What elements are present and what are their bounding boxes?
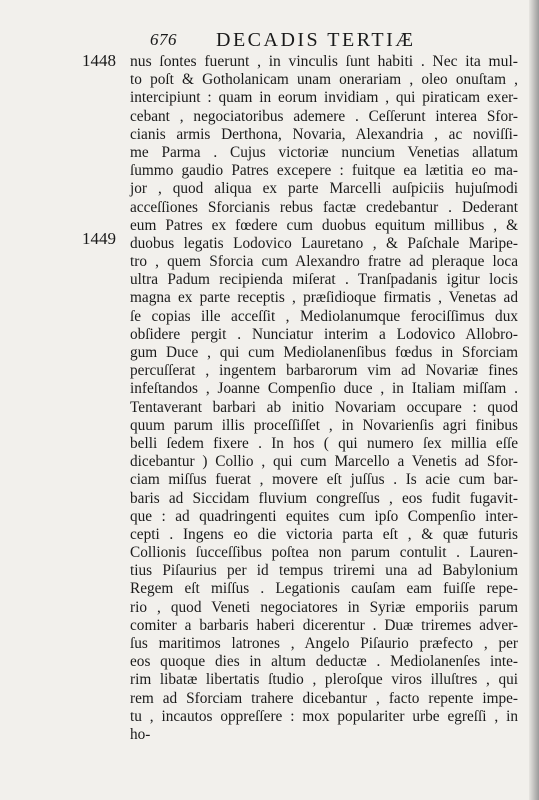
text-line: acceſſiones Sforcianis rebus factæ credebantur . Dederant <box>130 198 518 216</box>
text-line: quum parum illis proceſſiſſet , in Novarienſis agri finibus <box>130 416 518 434</box>
page-edge-shadow <box>529 0 539 800</box>
running-title: DECADIS TERTIÆ <box>216 29 416 51</box>
text-line: ciam miſſus fuerat , movere eſt juſſus . Is acie cum bar- <box>130 471 518 489</box>
text-line: ſummo gaudio Patres excepere : fuitque ea lætitia eo ma- <box>130 162 518 180</box>
text-line: percuſſerat , ingentem barbarorum vim ad Novariæ fines <box>130 362 518 380</box>
text-line: rio , quod Veneti negociatores in Syriæ emporiis parum <box>130 598 518 616</box>
text-line: cianis armis Derthona, Novaria, Alexandria , ac noviſſi- <box>130 125 518 143</box>
text-line: tius Piſaurius per id tempus triremi una ad Babylonium <box>130 562 518 580</box>
text-line: Tentaverant barbari ab initio Novariam occupare : quod <box>130 398 518 416</box>
text-line: rem ad Sforciam trahere dicebantur , facto repente impe- <box>130 689 518 707</box>
text-line: intercipiunt : quam in eorum invidiam , qui piraticam exer- <box>130 89 518 107</box>
text-line: belli ſedem fixere . In hos ( qui numero ſex millia eſſe <box>130 434 518 452</box>
text-line: que : ad quadringenti equites cum ipſo Compenſio inter- <box>130 507 518 525</box>
text-line: baris ad Siccidam fluvium congreſſus , eos fudit fugavit- <box>130 489 518 507</box>
page-number: 676 <box>150 30 177 49</box>
text-line: gum Duce , qui cum Mediolanenſibus fœdus in Sforciam <box>130 344 518 361</box>
text-line: dicebantur ) Collio , qui cum Marcello a Venetis ad Sfor- <box>130 453 518 471</box>
text-line: tu , incautos oppreſſere : mox populariter urbe egreſſi , in <box>130 707 518 725</box>
text-line: me Parma . Cujus victoriæ nuncium Venetias allatum <box>130 143 518 161</box>
text-line: rim libatæ libertatis ſtudio , pleroſque viros illuſtres , qui <box>130 671 518 689</box>
text-line: tro , quem Sforcia cum Alexandro fratre ad pleraque loca <box>130 253 518 271</box>
text-line: eos quoque dies in altum deductæ . Mediolanenſes inte- <box>130 653 518 671</box>
text-line: Regem eſt miſſus . Legationis cauſam eam fuiſſe repe- <box>130 580 518 598</box>
text-line: nus ſontes fuerunt , in vinculis ſunt habiti . Nec ita mul- <box>130 53 518 70</box>
text-line: infeſtandos , Joanne Compenſio duce , in Italiam miſſam . <box>130 380 518 398</box>
text-line: duobus legatis Lodovico Lauretano , & Paſchale Maripe- <box>130 234 518 252</box>
text-line: cepti . Ingens eo die victoria parta eſt , & quæ futuris <box>130 525 518 543</box>
text-line: obſidere pergit . Nunciatur interim a Lodovico Allobro- <box>130 325 518 343</box>
page-header <box>150 30 510 54</box>
text-line: eum Patres ex fœdere cum duobus equitum millibus , & <box>130 216 518 234</box>
body-text <box>130 53 520 744</box>
text-line: ultra Padum recipienda miſerat . Tranſpadanis igitur locis <box>130 271 518 289</box>
text-line: ſus maritimos latrones , Angelo Piſaurio præfecto , per <box>130 635 518 652</box>
text-line: magna ex parte receptis , præſidioque firmatis , Venetas ad <box>130 289 518 307</box>
text-line: Collionis ſucceſſibus poſtea non parum contulit . Lauren- <box>130 544 518 562</box>
text-line: ho- <box>130 725 151 743</box>
margin-year-1448: 1448 <box>82 51 116 70</box>
margin-year-1449: 1449 <box>82 229 116 248</box>
text-line: jor , quod aliqua ex parte Marcelli auſpiciis hujuſmodi <box>130 180 518 198</box>
text-line: to poſt & Gotholanicam unam onerariam , oleo onuſtam , <box>130 71 518 89</box>
text-line: ſe copias ille acceſſit , Mediolanumque ferociſſimus dux <box>130 307 518 325</box>
text-line: cebant , negociatoribus ademere . Ceſſerunt interea Sfor- <box>130 107 518 125</box>
text-line: comiter a barbaris haberi dicerentur . Duæ triremes adver- <box>130 616 518 634</box>
